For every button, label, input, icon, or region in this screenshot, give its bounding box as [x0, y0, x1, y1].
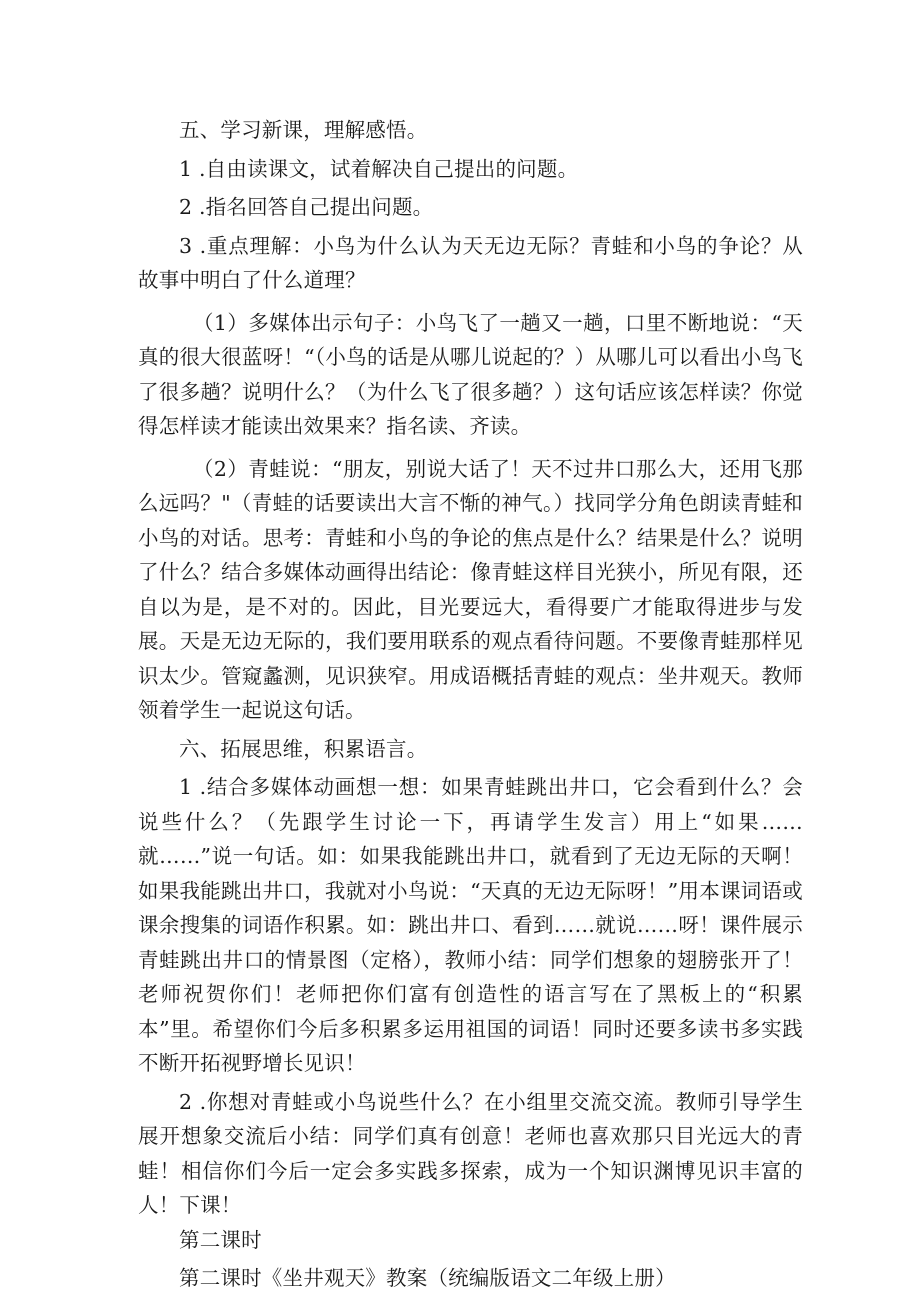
- lesson2-title: 第二课时《坐井观天》教案（统编版语文二年级上册）: [179, 1266, 676, 1290]
- section5-sub1: （1）多媒体出示句子：小鸟飞了一趟又一趟，口里不断地说：“天真的很大很蓝呀！“（小鸟的话是从哪儿说起的？）从哪儿可以看出小鸟飞了很多趟？说明什么？（为什么飞了很多趟？）这句话应该怎样读？你觉得怎样读才能读出效果来？指名读、齐读。: [138, 310, 803, 438]
- section6-heading: 六、拓展思维，积累语言。: [179, 736, 428, 761]
- section6-item1: 1 .结合多媒体动画想一想：如果青蛙跳出井口，它会看到什么？会说些什么？（先跟学生讨论一下，再请学生发言）用上“如果……就……”说一句话。如：如果我能跳出井口，就看到了无边无际的天啊！如果我能跳出井口，我就对小鸟说：“天真的无边无际呀！”用本课词语或课余搜集的词语作积累。如：跳出井口、看到……就说……呀！课件展示青蛙跳出井口的情景图（定格），教师小结：同学们想象的翅膀张开了！老师祝贺你们！老师把你们富有创造性的语言写在了黑板上的“积累本”里。希望你们今后多积累多运用祖国的词语！同时还要多读书多实践不断开拓视野增长见识！: [138, 775, 803, 1075]
- lesson2-label: 第二课时: [179, 1227, 262, 1252]
- section5-item3: 3 .重点理解：小鸟为什么认为天无边无际？青蛙和小鸟的争论？从故事中明白了什么道理？: [138, 233, 803, 292]
- section5-heading: 五、学习新课，理解感悟。: [179, 118, 428, 142]
- document-page: [138, 113, 803, 1296]
- section5-item1: 1 .自由读课文，试着解决自己提出的问题。: [179, 156, 579, 181]
- section5-item2: 2 .指名回答自己提出问题。: [179, 195, 434, 219]
- section6-item2: 2 .你想对青蛙或小鸟说些什么？在小组里交流交流。教师引导学生展开想象交流后小结：同学们真有创意！老师也喜欢那只目光远大的青蛙！相信你们今后一定会多实践多探索，成为一个知识渊博见识丰富的人！下课！: [138, 1089, 803, 1217]
- section5-sub2: （2）青蛙说：“朋友，别说大话了！天不过井口那么大，还用飞那么远吗？"（青蛙的话要读出大言不惭的神气。）找同学分角色朗读青蛙和小鸟的对话。思考：青蛙和小鸟的争论的焦点是什么？结果是什么？说明了什么？结合多媒体动画得出结论：像青蛙这样目光狭小，所见有限，还自以为是，是不对的。因此，目光要远大，看得要广才能取得进步与发展。天是无边无际的，我们要用联系的观点看待问题。不要像青蛙那样见识太少。管窥蠡测，见识狭窄。用成语概括青蛙的观点：坐井观天。教师领着学生一起说这句话。: [138, 456, 803, 722]
